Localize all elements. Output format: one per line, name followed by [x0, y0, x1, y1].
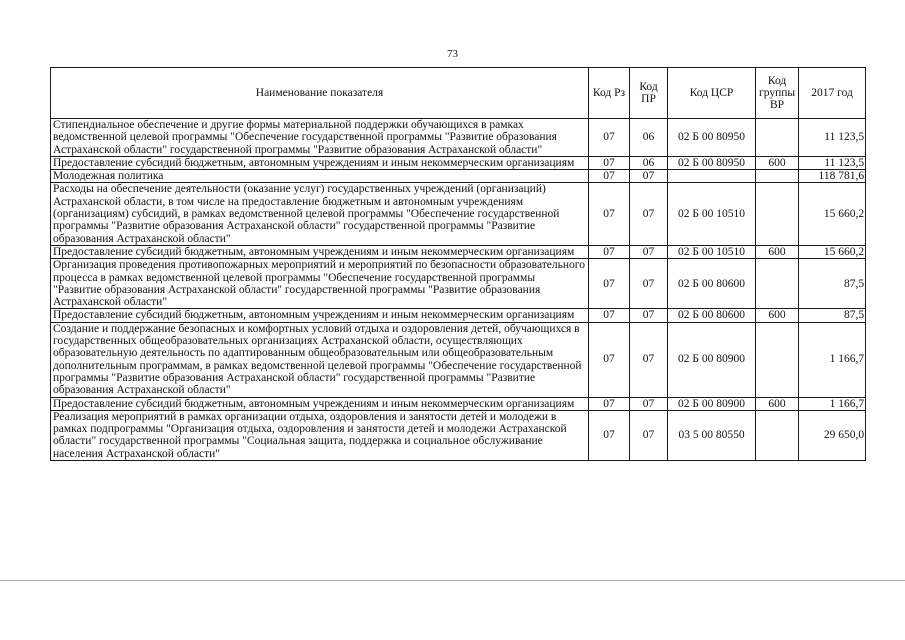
row-vr — [756, 322, 799, 397]
row-pr: 07 — [630, 245, 668, 258]
row-vr — [756, 259, 799, 309]
table-row — [51, 410, 866, 460]
row-vr — [756, 170, 799, 183]
row-amount: 11 123,5 — [799, 119, 866, 157]
row-amount: 11 123,5 — [799, 156, 866, 169]
row-amount: 29 650,0 — [799, 410, 866, 460]
header-rz: Код Рз — [589, 68, 630, 119]
row-rz: 07 — [589, 322, 630, 397]
page-number: 73 — [447, 48, 458, 60]
row-name: Организация проведения противопожарных мероприятий и мероприятий по безопасности образовательного процесса в рамках ведомственной целевой программы "Обеспечение государственной программы "Развитие образования Астраханской области" государственной программы "Развитие образования Астраханской области" — [51, 259, 589, 309]
row-name: Предоставление субсидий бюджетным, автономным учреждениям и иным некоммерческим организациям — [51, 245, 589, 258]
table-row — [51, 245, 866, 258]
row-pr: 07 — [630, 170, 668, 183]
page-fold-line — [0, 580, 905, 581]
row-name: Расходы на обеспечение деятельности (оказание услуг) государственных учреждений (организаций) Астраханской области, в том числе на предоставление бюджетным и автономным учреждениям (организациям) субсидий, в рамках ведомственной целевой программы "Обеспечение государственной программы "Развитие образования Астраханской области" государственной программы "Развитие образования Астраханской области" — [51, 183, 589, 245]
row-rz: 07 — [589, 410, 630, 460]
row-amount: 1 166,7 — [799, 397, 866, 410]
header-pr: Код ПР — [630, 68, 668, 119]
row-pr: 07 — [630, 309, 668, 322]
row-name: Реализация мероприятий в рамках организации отдыха, оздоровления и занятости детей и молодежи в рамках подпрограммы "Организация отдыха, оздоровления и занятости детей и молодежи Астраханской области" государственной программы "Социальная защита, поддержка и социальное обслуживание населения Астраханской области" — [51, 410, 589, 460]
row-pr: 07 — [630, 183, 668, 245]
row-pr: 07 — [630, 410, 668, 460]
row-csr: 02 Б 00 80900 — [668, 397, 756, 410]
row-rz: 07 — [589, 119, 630, 157]
header-year: 2017 год — [799, 68, 866, 119]
row-csr: 02 Б 00 10510 — [668, 245, 756, 258]
row-csr: 02 Б 00 80950 — [668, 119, 756, 157]
table-row — [51, 259, 866, 309]
row-amount: 87,5 — [799, 259, 866, 309]
row-csr: 02 Б 00 80600 — [668, 309, 756, 322]
row-vr — [756, 119, 799, 157]
row-rz: 07 — [589, 245, 630, 258]
row-pr: 07 — [630, 322, 668, 397]
row-amount: 15 660,2 — [799, 183, 866, 245]
row-amount: 1 166,7 — [799, 322, 866, 397]
row-name: Предоставление субсидий бюджетным, автономным учреждениям и иным некоммерческим организациям — [51, 397, 589, 410]
row-name: Молодежная политика — [51, 170, 589, 183]
row-vr: 600 — [756, 397, 799, 410]
row-amount: 87,5 — [799, 309, 866, 322]
row-rz: 07 — [589, 259, 630, 309]
row-vr — [756, 183, 799, 245]
row-vr: 600 — [756, 156, 799, 169]
table-header-row — [51, 68, 866, 119]
row-name: Предоставление субсидий бюджетным, автономным учреждениям и иным некоммерческим организациям — [51, 156, 589, 169]
row-name: Стипендиальное обеспечение и другие формы материальной поддержки обучающихся в рамках ведомственной целевой программы "Обеспечение государственной программы "Развитие образования Астраханской области" государственной программы "Развитие образования Астраханской области" — [51, 119, 589, 157]
row-vr — [756, 410, 799, 460]
row-csr: 02 Б 00 10510 — [668, 183, 756, 245]
row-csr — [668, 170, 756, 183]
table-row — [51, 170, 866, 183]
header-csr: Код ЦСР — [668, 68, 756, 119]
table-row — [51, 309, 866, 322]
table-row — [51, 322, 866, 397]
table-row — [51, 397, 866, 410]
table-row — [51, 183, 866, 245]
header-name: Наименование показателя — [51, 68, 589, 119]
row-csr: 02 Б 00 80600 — [668, 259, 756, 309]
row-rz: 07 — [589, 397, 630, 410]
row-name: Предоставление субсидий бюджетным, автономным учреждениям и иным некоммерческим организациям — [51, 309, 589, 322]
row-vr: 600 — [756, 245, 799, 258]
row-rz: 07 — [589, 309, 630, 322]
header-vr: Код группы ВР — [756, 68, 799, 119]
row-rz: 07 — [589, 170, 630, 183]
row-pr: 06 — [630, 119, 668, 157]
row-name: Создание и поддержание безопасных и комфортных условий отдыха и оздоровления детей, обучающихся в государственных общеобразовательных организациях Астраханской области, осуществляющих образовательную деятельность по адаптированным общеобразовательным или общеобразовательным дополнительным программам, в рамках ведомственной целевой программы "Обеспечение государственной программы "Развитие образования Астраханской области" государственной программы "Развитие образования Астраханской области" — [51, 322, 589, 397]
row-pr: 07 — [630, 259, 668, 309]
row-pr: 06 — [630, 156, 668, 169]
table-row — [51, 156, 866, 169]
row-csr: 02 Б 00 80950 — [668, 156, 756, 169]
row-vr: 600 — [756, 309, 799, 322]
budget-table — [50, 67, 866, 461]
table-row — [51, 119, 866, 157]
row-rz: 07 — [589, 183, 630, 245]
row-csr: 03 5 00 80550 — [668, 410, 756, 460]
row-amount: 118 781,6 — [799, 170, 866, 183]
row-rz: 07 — [589, 156, 630, 169]
row-pr: 07 — [630, 397, 668, 410]
row-csr: 02 Б 00 80900 — [668, 322, 756, 397]
row-amount: 15 660,2 — [799, 245, 866, 258]
